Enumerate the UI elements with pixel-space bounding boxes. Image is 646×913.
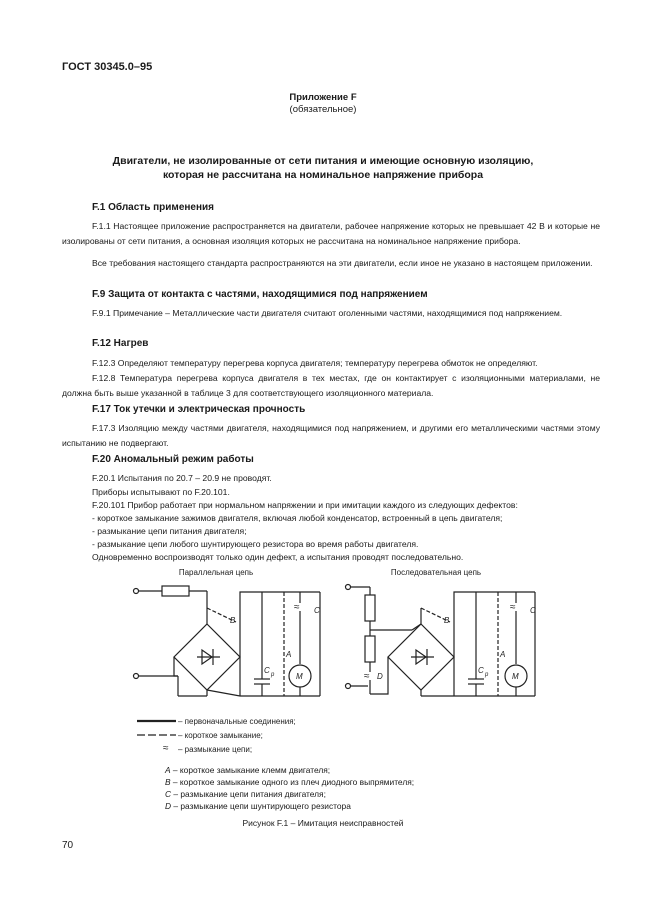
section-f20-line-1: F.20.1 Испытания по 20.7 – 20.9 не проводят. bbox=[92, 473, 272, 483]
open-circuit-icon: ≈ bbox=[294, 602, 300, 613]
terminal-icon bbox=[134, 589, 139, 594]
label-b-right: B bbox=[444, 616, 450, 625]
note-text: – размыкание цепи питания двигателя; bbox=[171, 789, 326, 799]
terminal-icon bbox=[346, 684, 351, 689]
label-cp-sub-left: p bbox=[271, 672, 275, 678]
section-f12-p2-text: F.12.8 Температура перегрева корпуса двигателя в тех местах, где он контактирует с изоляционными материалами, не должна быть выше указанной в таблице 3 для соответствующего изоляционного материала. bbox=[62, 373, 600, 398]
section-f20-line-7: Одновременно воспроизводят только один дефект, а испытания проводят последовательно. bbox=[92, 552, 464, 562]
section-f9-paragraph-1 bbox=[62, 306, 600, 321]
section-f1-paragraph-2 bbox=[62, 256, 600, 271]
label-b-left: B bbox=[230, 616, 236, 625]
section-f20-line-2: Приборы испытывают по F.20.101. bbox=[92, 487, 230, 497]
section-f17-p1-text: F.17.3 Изоляцию между частями двигателя, находящимися под напряжением, и другими его металлическими частями этому испытанию не подвергают. bbox=[62, 423, 600, 448]
note-text: – короткое замыкание клемм двигателя; bbox=[170, 765, 331, 775]
label-a-right: A bbox=[500, 650, 506, 659]
section-f12-p1-text: F.12.3 Определяют температуру перегрева корпуса двигателя; температуру перегрева обмоток не определяют. bbox=[92, 358, 538, 368]
legend-open-text: – размыкание цепи; bbox=[178, 745, 253, 754]
series-circuit-diagram bbox=[346, 585, 536, 697]
legend-dashed-text: – короткое замыкание; bbox=[178, 731, 263, 740]
note-text: – размыкание цепи шунтирующего резистора bbox=[171, 801, 351, 811]
label-motor-right: M bbox=[512, 672, 519, 681]
figure-note-b bbox=[165, 776, 414, 788]
label-cp-left: C bbox=[264, 666, 270, 675]
appendix-subtitle: (обязательное) bbox=[289, 104, 357, 115]
resistor-icon bbox=[365, 595, 375, 621]
appendix-title: Приложение F bbox=[289, 92, 357, 103]
section-f1-p2-text: Все требования настоящего стандарта распространяются на эти двигатели, если иное не указано в настоящем приложении. bbox=[92, 258, 593, 268]
section-f12-paragraph-2 bbox=[62, 371, 600, 401]
note-text: – короткое замыкание одного из плеч диодного выпрямителя; bbox=[170, 777, 415, 787]
section-f17-title: F.17 Ток утечки и электрическая прочность bbox=[92, 404, 306, 415]
label-cp-right: C bbox=[478, 666, 484, 675]
parallel-circuit-diagram bbox=[134, 586, 321, 696]
label-a-left: A bbox=[286, 650, 292, 659]
series-circuit-title: Последовательная цепь bbox=[390, 568, 482, 577]
section-f20-line-4: - короткое замыкание зажимов двигателя, включая любой конденсатор, встроенный в цепь двигателя; bbox=[92, 513, 503, 523]
document-header: ГОСТ 30345.0–95 bbox=[62, 61, 153, 73]
document-title-line1: Двигатели, не изолированные от сети питания и имеющие основную изоляцию, bbox=[112, 155, 534, 167]
label-cp-sub-right: p bbox=[485, 672, 489, 678]
resistor-icon bbox=[365, 636, 375, 662]
legend-open-circuit-icon: ≈ bbox=[163, 743, 169, 754]
figure-note-c bbox=[165, 788, 326, 800]
document-title-line2: которая не рассчитана на номинальное напряжение прибора bbox=[162, 169, 484, 181]
section-f20-line-3: F.20.101 Прибор работает при нормальном напряжении и при имитации каждого из следующих дефектов: bbox=[92, 500, 518, 510]
figure-note-a bbox=[165, 764, 330, 776]
fault-simulation-figure bbox=[0, 560, 646, 760]
section-f12-paragraph-1 bbox=[62, 356, 600, 371]
label-d-right: D bbox=[377, 672, 383, 681]
note-letter: A bbox=[165, 765, 171, 775]
label-c-left: C bbox=[314, 606, 320, 615]
figure-caption: Рисунок F.1 – Имитация неисправностей bbox=[242, 818, 404, 828]
open-circuit-icon: ≈ bbox=[510, 602, 516, 613]
label-motor-left: M bbox=[296, 672, 303, 681]
section-f20-title: F.20 Аномальный режим работы bbox=[92, 454, 254, 465]
section-f1-paragraph-1 bbox=[62, 219, 600, 249]
section-f1-title: F.1 Область применения bbox=[92, 202, 215, 213]
section-f9-title: F.9 Защита от контакта с частями, находящимися под напряжением bbox=[92, 289, 428, 300]
note-letter: C bbox=[165, 789, 172, 799]
terminal-icon bbox=[346, 585, 351, 590]
parallel-circuit-title: Параллельная цепь bbox=[178, 568, 254, 577]
section-f9-p1-text: F.9.1 Примечание – Металлические части двигателя считают оголенными частями, находящимися под напряжением. bbox=[92, 308, 563, 318]
resistor-icon bbox=[162, 586, 189, 596]
section-f20-line-5: - размыкание цепи питания двигателя; bbox=[92, 526, 247, 536]
open-circuit-icon: ≈ bbox=[364, 671, 370, 682]
note-letter: B bbox=[165, 777, 171, 787]
section-f17-paragraph-1 bbox=[62, 421, 600, 451]
legend-solid-text: – первоначальные соединения; bbox=[178, 717, 296, 726]
section-f1-p1-text: F.1.1 Настоящее приложение распространяется на двигатели, рабочее напряжение которых не превышает 42 В и которые не изолированы от сети питания, а основная изоляция которых не рассчитана на номинальное напряжение прибора. bbox=[62, 221, 600, 246]
terminal-icon bbox=[134, 674, 139, 679]
label-c-right: C bbox=[530, 606, 536, 615]
figure-note-d bbox=[165, 800, 351, 812]
page-number: 70 bbox=[62, 840, 74, 851]
section-f12-title: F.12 Нагрев bbox=[92, 338, 149, 349]
note-letter: D bbox=[165, 801, 172, 811]
section-f20-line-6: - размыкание цепи любого шунтирующего резистора во время работы двигателя. bbox=[92, 539, 419, 549]
